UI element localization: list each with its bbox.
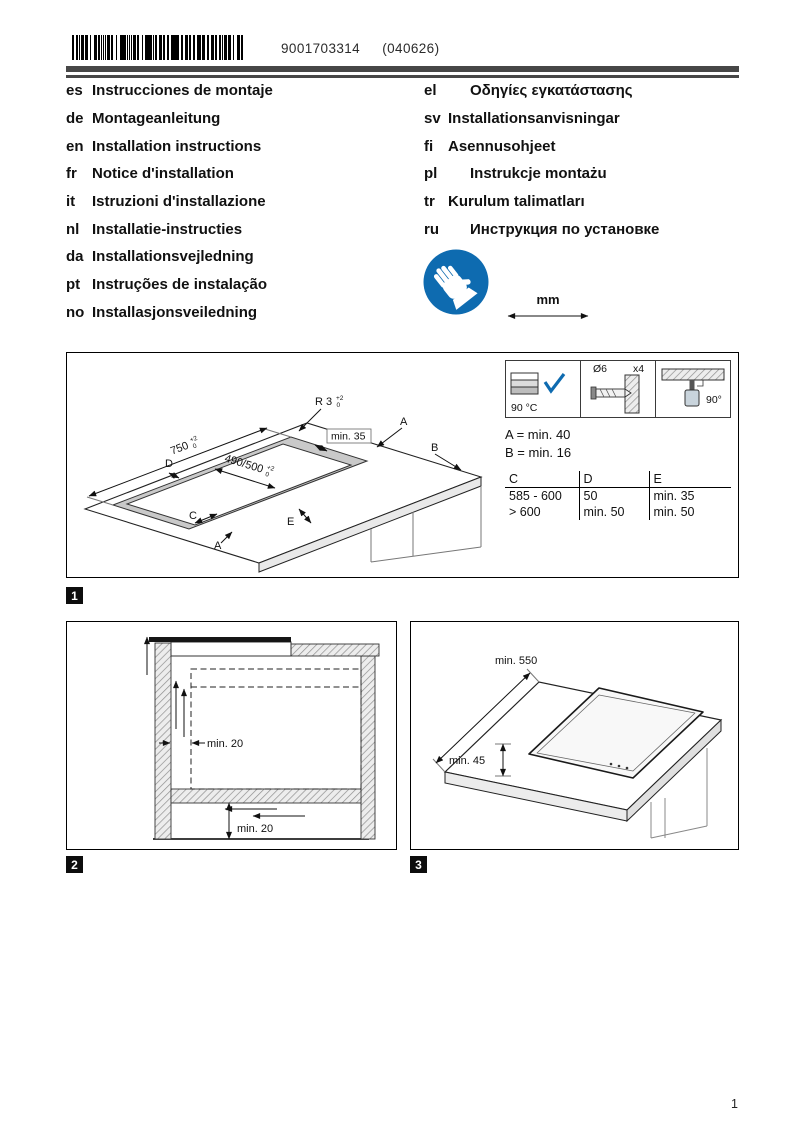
drill-angle-pictogram (655, 360, 731, 418)
pictogram-strip (505, 360, 733, 418)
cell: > 600 (509, 505, 541, 519)
note-b: B = min. 16 (505, 445, 572, 460)
radius-tol-sup: +2 (336, 395, 344, 402)
step-1-badge: 1 (66, 587, 83, 604)
table-row (505, 504, 731, 520)
angle-label: 90° (706, 394, 722, 406)
lang-pt: pt Instruções de instalação (66, 276, 268, 294)
cell: 50 (579, 488, 649, 505)
gap-dimension-bottom (229, 803, 273, 839)
part-number: 9001703314 (281, 41, 361, 56)
worktop-edge-icon (662, 369, 724, 380)
lang-es: es Instrucciones de montaje (66, 82, 273, 100)
step-2-badge: 2 (66, 856, 83, 873)
min550-label: min. 550 (495, 655, 538, 667)
min20-bottom-label: min. 20 (237, 823, 274, 835)
lang-it: it Istruzioni d'installazione (66, 193, 266, 211)
cell: min. 35 (649, 488, 731, 505)
cell: min. 50 (579, 504, 649, 520)
lang-fr: fr Notice d'installation (66, 165, 234, 183)
worktop-cutout-drawing (69, 357, 505, 575)
letter-d: D (165, 458, 173, 470)
dim-depth-tol-sup: +2 (265, 464, 276, 474)
dim-width-label: 750 (168, 439, 191, 458)
document-number (281, 41, 440, 56)
divider-thick (66, 66, 739, 72)
lang-ru: ru Инструкция по установке (424, 220, 660, 238)
lang-el: el Οδηγίες εγκατάστασης (424, 82, 633, 100)
barcode (72, 35, 244, 60)
fig1-info-panel (505, 360, 733, 520)
lang-de: de Montageanleitung (66, 110, 221, 128)
unit-label: mm (536, 292, 560, 307)
col-header-d: D (579, 471, 649, 488)
min20-side-label: min. 20 (207, 738, 244, 750)
lang-en: en Installation instructions (66, 137, 262, 155)
ventilation-drawing (67, 625, 398, 847)
gap-dimension-side (159, 738, 243, 750)
step-3-badge: 3 (410, 856, 427, 873)
radius-label: R 3 (315, 396, 333, 408)
cabinet-section (155, 643, 379, 839)
driver-icon (685, 380, 703, 406)
lang-sv: sv Installationsanvisningar (424, 110, 620, 128)
cell: min. 50 (649, 504, 731, 520)
cell: 585 - 600 (509, 489, 562, 503)
screw-count-label: x4 (633, 363, 645, 375)
figure-2 (66, 621, 397, 850)
lang-pl: pl Instrukcje montażu (424, 165, 607, 183)
letter-a-bottom: A (214, 540, 222, 552)
min45-label: min. 45 (449, 755, 486, 767)
unit-note (504, 292, 592, 327)
letter-b: B (431, 442, 439, 454)
lang-da: da Installationsvejledning (66, 248, 254, 266)
letter-e: E (287, 516, 295, 528)
dim-depth-tol-sub: 0 (264, 471, 270, 479)
figure-3 (410, 621, 739, 850)
dim-width-tol-sub: 0 (191, 442, 198, 451)
dim-depth-label: 490/500 (223, 452, 265, 476)
dim-width-tol-sup: +2 (189, 434, 199, 445)
page-number: 1 (731, 1097, 738, 1111)
lang-tr: tr Kurulum talimatları (424, 193, 585, 211)
col-header-e: E (649, 471, 731, 488)
checkmark-icon (545, 374, 564, 391)
worktop-layers-icon (511, 373, 538, 394)
note-a: A = min. 40 (505, 427, 571, 442)
figure-1 (66, 352, 739, 578)
print-code: (040626) (382, 41, 440, 56)
dimension-notes (505, 426, 733, 462)
radius-tol-sub: 0 (336, 402, 341, 409)
language-list-left (66, 77, 273, 326)
worktop-depth-drawing (411, 626, 740, 847)
letter-c: C (189, 510, 197, 522)
col-header-c: C (505, 471, 579, 488)
min35-label: min. 35 (331, 430, 366, 443)
temp-label: 90 °C (511, 402, 538, 414)
heat-resistant-edge-pictogram (505, 360, 581, 418)
wear-gloves-icon (422, 248, 490, 321)
lang-fi: fi Asennusohjeet (424, 137, 556, 155)
clearance-table (505, 471, 731, 520)
required-clearance (191, 669, 361, 789)
lang-no: no Installasjonsveiledning (66, 303, 258, 321)
table-row (505, 488, 731, 505)
screws-pictogram (580, 360, 656, 418)
double-arrow-icon (504, 310, 592, 322)
lang-nl: nl Installatie-instructies (66, 220, 243, 238)
letter-a-top: A (400, 416, 408, 428)
screw-icon (591, 375, 639, 413)
language-list-right (424, 77, 659, 243)
screw-diameter-label: Ø6 (593, 363, 608, 375)
